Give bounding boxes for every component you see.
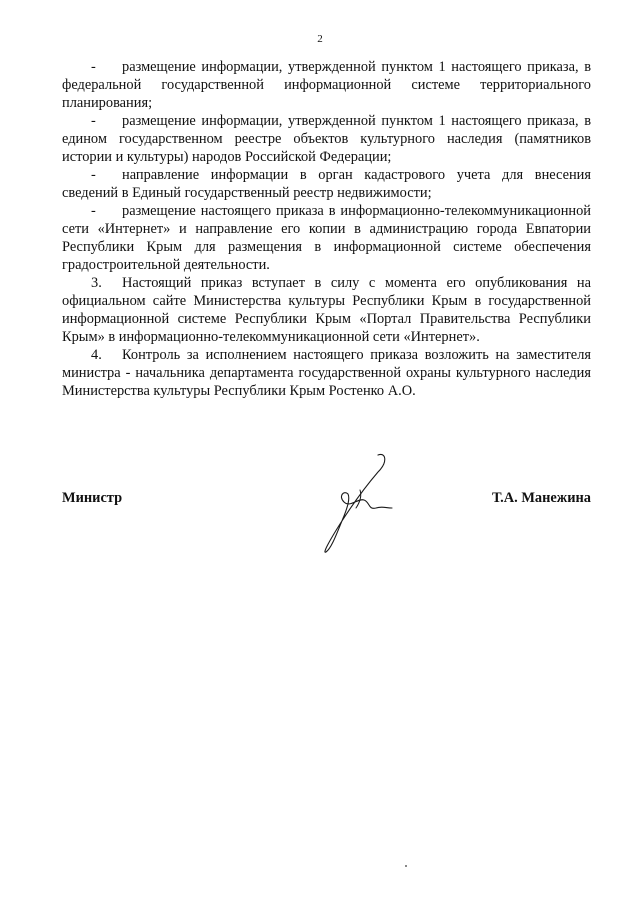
scan-speck bbox=[405, 865, 407, 867]
signatory-name: Т.А. Манежина bbox=[491, 490, 591, 506]
document-body bbox=[62, 58, 591, 400]
signatory-title: Министр bbox=[62, 490, 123, 506]
list-item-2 bbox=[62, 112, 591, 166]
paragraph-text: размещение информации, утвержденной пунктом 1 настоящего приказа, в едином государственном реестре объектов культурного наследия (памятников истории и культуры) народов Российской Федерации; bbox=[62, 113, 591, 165]
clause-number: 3. bbox=[91, 275, 102, 291]
list-marker: - bbox=[91, 203, 96, 219]
clause-3 bbox=[62, 274, 591, 346]
list-marker: - bbox=[91, 113, 96, 129]
clause-number: 4. bbox=[91, 347, 102, 363]
paragraph-text: размещение настоящего приказа в информационно-телекоммуникационной сети «Интернет» и направление его копии в администрацию города Евпатории Республики Крым для размещения в информационной системе обеспечения градостроительной деятельности. bbox=[62, 203, 591, 273]
signature-block bbox=[62, 490, 591, 510]
paragraph-text: направление информации в орган кадастрового учета для внесения сведений в Единый государственный реестр недвижимости; bbox=[62, 167, 591, 201]
page-number: 2 bbox=[317, 33, 323, 45]
clause-4 bbox=[62, 346, 591, 400]
list-item-1 bbox=[62, 58, 591, 112]
list-item-4 bbox=[62, 202, 591, 274]
list-marker: - bbox=[91, 59, 96, 75]
paragraph-text: Настоящий приказ вступает в силу с момента его опубликования на официальном сайте Министерства культуры Республики Крым в государственной информационной системе Республики Крым «Портал Правительства Республики Крым» в информационно-телекоммуникационной сети «Интернет». bbox=[62, 275, 591, 345]
paragraph-text: размещение информации, утвержденной пунктом 1 настоящего приказа, в федеральной государственной информационной системе территориального планирования; bbox=[62, 59, 591, 111]
list-item-3 bbox=[62, 166, 591, 202]
list-marker: - bbox=[91, 167, 96, 183]
paragraph-text: Контроль за исполнением настоящего приказа возложить на заместителя министра - начальника департамента государственной охраны культурного наследия Министерства культуры Республики Крым Ростенко А.О. bbox=[62, 347, 591, 399]
